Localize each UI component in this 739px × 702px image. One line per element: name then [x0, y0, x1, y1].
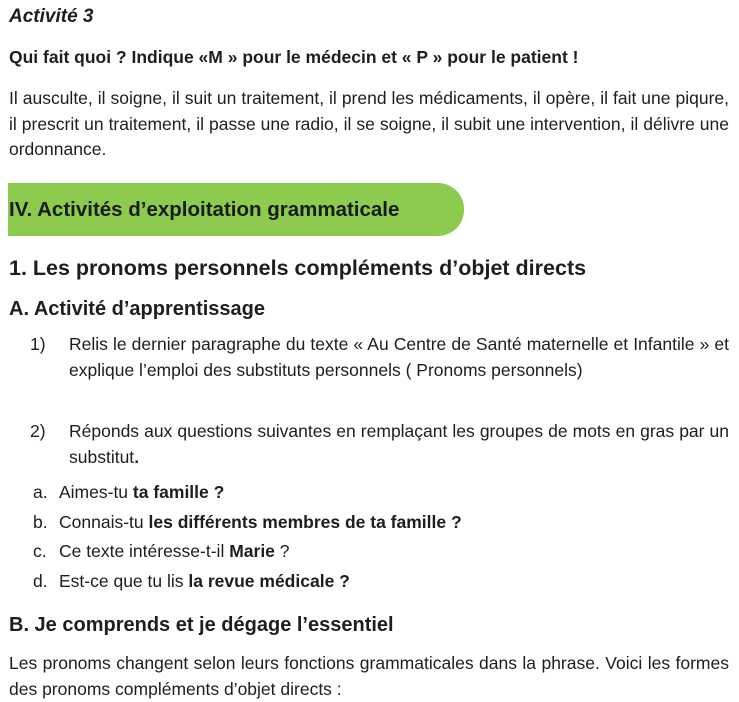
part-b-text: Les pronoms changent selon leurs fonctions grammaticales dans la phrase. Voici les formes des pronoms compléments d’objet directs :	[9, 653, 729, 699]
step-text-main: Réponds aux questions suivantes en remplaçant les groupes de mots en gras par un substitut	[69, 421, 729, 467]
part-b-title: B. Je comprends et je dégage l’essentiel	[9, 614, 394, 636]
list-item-letter: b.	[33, 512, 48, 532]
item-bold-text: la revue médicale ?	[188, 571, 350, 591]
step-number: 2)	[30, 421, 46, 441]
list-item-letter: c.	[33, 541, 47, 561]
list-item-letter: d.	[33, 571, 48, 591]
list-item-letter: a.	[33, 482, 48, 502]
item-bold-text: ta famille ?	[132, 482, 225, 502]
list-item	[59, 569, 350, 594]
section-banner-title: IV. Activités d’exploitation grammaticale	[9, 198, 400, 221]
activity-question: Qui fait quoi ? Indique «M » pour le médecin et « P » pour le patient !	[9, 47, 579, 67]
list-item	[59, 539, 290, 564]
item-text: Est-ce que tu lis	[59, 571, 189, 591]
step-text	[69, 419, 729, 470]
item-text: Connais-tu	[59, 512, 149, 532]
step-text: Relis le dernier paragraphe du texte « Au Centre de Santé maternelle et Infantile » et explique l’emploi des substituts personnels ( Pronoms personnels)	[69, 334, 729, 380]
activity-text: Il ausculte, il soigne, il suit un traitement, il prend les médicaments, il opère, il fait une piqure, il prescrit un traitement, il passe une radio, il se soigne, il subit une intervention, il délivre une ordonnance.	[9, 88, 729, 159]
list-item	[59, 480, 224, 505]
step-number: 1)	[30, 334, 46, 354]
activity-title: Activité 3	[9, 6, 94, 27]
section-heading: 1. Les pronoms personnels compléments d’objet directs	[9, 256, 587, 280]
list-item	[59, 510, 462, 535]
step-text-end: .	[134, 446, 140, 467]
item-text: Ce texte intéresse-t-il	[59, 541, 230, 561]
item-text: Aimes-tu	[59, 482, 133, 502]
part-a-title: A. Activité d’apprentissage	[9, 298, 265, 320]
item-bold-text: les différents membres de ta famille ?	[148, 512, 462, 532]
item-bold-text: Marie	[229, 541, 275, 561]
item-text-after: ?	[274, 541, 290, 561]
